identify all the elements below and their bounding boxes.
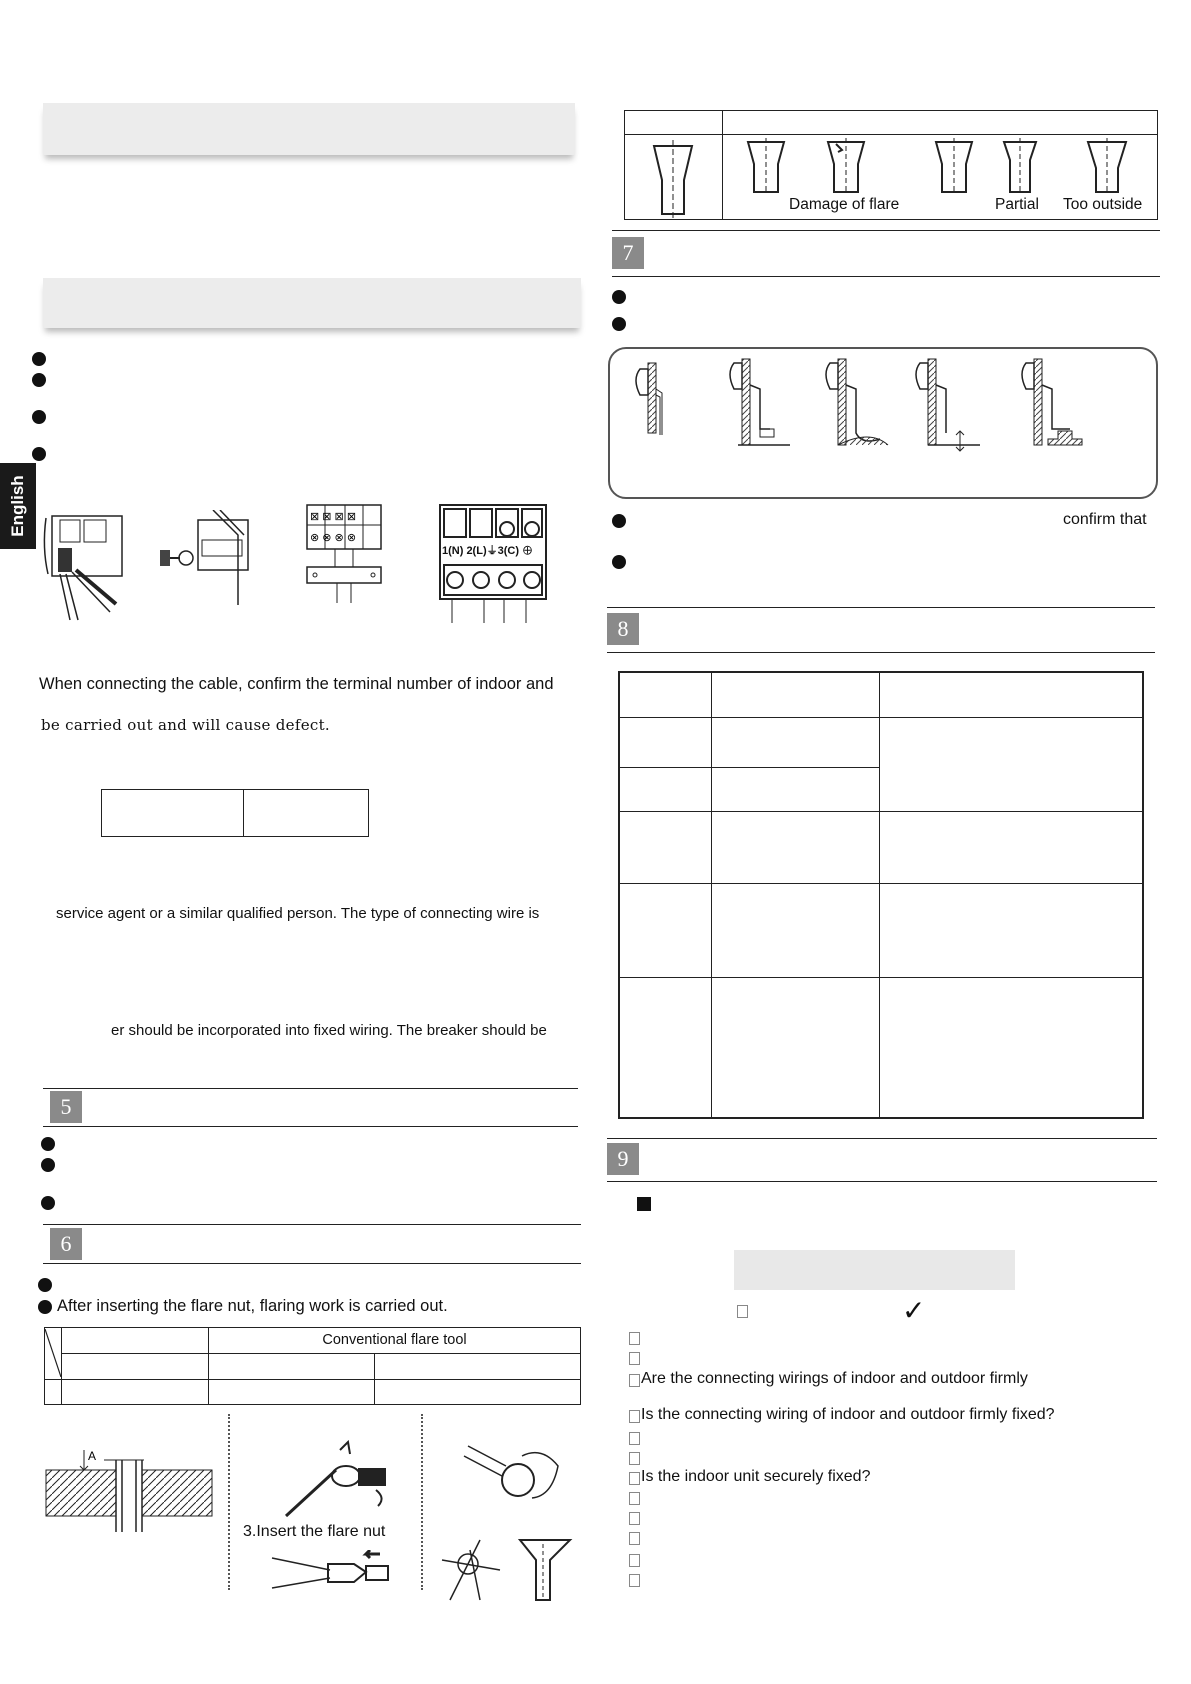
checklist-item: Are the connecting wirings of indoor and outdoor firmly bbox=[641, 1370, 1028, 1387]
divider bbox=[43, 1263, 581, 1264]
language-side-tab bbox=[0, 463, 36, 549]
dotted-divider bbox=[421, 1414, 423, 1590]
indoor-unit-wiring-illustration bbox=[40, 508, 130, 623]
divider bbox=[607, 607, 1155, 608]
divider bbox=[607, 1138, 1157, 1139]
bullet bbox=[612, 317, 626, 331]
section-number-8: 8 bbox=[607, 613, 639, 645]
defect-text: be carried out and will cause defect. bbox=[41, 716, 330, 734]
diagonal-line bbox=[45, 1329, 61, 1377]
checkbox-icon bbox=[629, 1512, 640, 1525]
checkbox-icon bbox=[629, 1574, 640, 1587]
bullet bbox=[38, 1300, 52, 1314]
svg-text:A: A bbox=[88, 1449, 97, 1463]
divider bbox=[43, 1126, 578, 1127]
drain-pipe-illustrations bbox=[610, 349, 1156, 497]
step3-insert-flare-nut: 3.Insert the flare nut bbox=[243, 1523, 386, 1540]
checkbox-icon bbox=[737, 1305, 748, 1318]
hand-tightening-illustration bbox=[462, 1436, 562, 1516]
conventional-flare-tool-header: Conventional flare tool bbox=[322, 1332, 467, 1349]
bullet bbox=[32, 352, 46, 366]
small-table bbox=[101, 789, 369, 837]
connect-cable-text: When connecting the cable, confirm the terminal number of indoor and bbox=[39, 675, 554, 693]
section-number-7: 7 bbox=[612, 237, 644, 269]
checkbox-icon bbox=[629, 1352, 640, 1365]
checkbox-icon bbox=[629, 1432, 640, 1445]
divider bbox=[43, 1088, 578, 1089]
damaged-flare-illustration bbox=[826, 138, 866, 194]
confirm-that-text: confirm that bbox=[1063, 511, 1147, 528]
checklist-item: Is the indoor unit securely fixed? bbox=[641, 1468, 871, 1485]
partial-flare-illustration bbox=[1002, 138, 1038, 194]
flare-tool-table bbox=[44, 1327, 581, 1405]
bullet bbox=[612, 555, 626, 569]
too-outside-flare-illustration bbox=[1086, 138, 1128, 194]
flare-illustration bbox=[746, 138, 786, 194]
checklist-item: Is the connecting wiring of indoor and outdoor firmly fixed? bbox=[641, 1406, 1055, 1423]
after-insert-text: After inserting the flare nut, flaring work is carried out. bbox=[57, 1297, 448, 1315]
flaring-tool-illustration bbox=[280, 1440, 400, 1520]
pipe-cross-section-illustration bbox=[44, 1446, 214, 1546]
bullet bbox=[41, 1196, 55, 1210]
checkbox-icon bbox=[629, 1410, 640, 1423]
svg-text:⊗ ⊗ ⊗ ⊗: ⊗ ⊗ ⊗ ⊗ bbox=[310, 532, 357, 544]
tick-icon: ✓ bbox=[902, 1294, 926, 1327]
section-number-6: 6 bbox=[50, 1228, 82, 1260]
cord-clamp-illustration bbox=[158, 510, 258, 610]
bullet bbox=[41, 1158, 55, 1172]
wrench-tightening-illustration bbox=[440, 1530, 580, 1602]
bullet bbox=[612, 290, 626, 304]
correct-flare-illustration bbox=[650, 140, 696, 218]
divider bbox=[607, 1181, 1157, 1182]
divider bbox=[43, 1224, 581, 1225]
bullet bbox=[612, 514, 626, 528]
checkbox-icon bbox=[629, 1492, 640, 1505]
language-side-tab-label: English bbox=[8, 475, 27, 537]
divider bbox=[612, 230, 1160, 231]
terminal-labels: 1(N) 2(L)⏚3(C) ⊕ bbox=[442, 545, 534, 557]
flare-illustration bbox=[934, 138, 974, 194]
terminal-block-illustration bbox=[305, 503, 385, 608]
bullet bbox=[32, 447, 46, 461]
breaker-text: er should be incorporated into fixed wiring. The breaker should be bbox=[111, 1022, 547, 1039]
section-header-bar-second bbox=[43, 278, 581, 328]
damage-of-flare-label: Damage of flare bbox=[789, 196, 900, 213]
bullet bbox=[32, 373, 46, 387]
drain-pipe-illustration-box bbox=[608, 347, 1158, 499]
too-outside-label: Too outside bbox=[1063, 196, 1143, 213]
flare-nut-insert-illustration bbox=[270, 1550, 390, 1594]
checkbox-icon bbox=[629, 1332, 640, 1345]
checkbox-icon bbox=[629, 1472, 640, 1485]
section-header-bar-top bbox=[43, 103, 575, 155]
checkbox-icon bbox=[629, 1532, 640, 1545]
square-bullet bbox=[637, 1197, 651, 1211]
svg-text:⊠ ⊠ ⊠ ⊠: ⊠ ⊠ ⊠ ⊠ bbox=[310, 511, 357, 523]
checkbox-icon bbox=[629, 1554, 640, 1567]
divider bbox=[607, 652, 1155, 653]
partial-label: Partial bbox=[995, 196, 1039, 213]
section-number-5: 5 bbox=[50, 1091, 82, 1123]
bullet bbox=[41, 1137, 55, 1151]
bullet bbox=[32, 410, 46, 424]
bullet bbox=[38, 1278, 52, 1292]
service-agent-text: service agent or a similar qualified person. The type of connecting wire is bbox=[56, 905, 540, 922]
specifications-table bbox=[618, 671, 1144, 1119]
checklist-header-bar bbox=[734, 1250, 1015, 1290]
section-number-9: 9 bbox=[607, 1143, 639, 1175]
checkbox-icon bbox=[629, 1374, 640, 1387]
divider bbox=[612, 276, 1160, 277]
checkbox-icon bbox=[629, 1452, 640, 1465]
outdoor-terminal-illustration bbox=[438, 503, 548, 625]
dotted-divider bbox=[228, 1414, 230, 1590]
